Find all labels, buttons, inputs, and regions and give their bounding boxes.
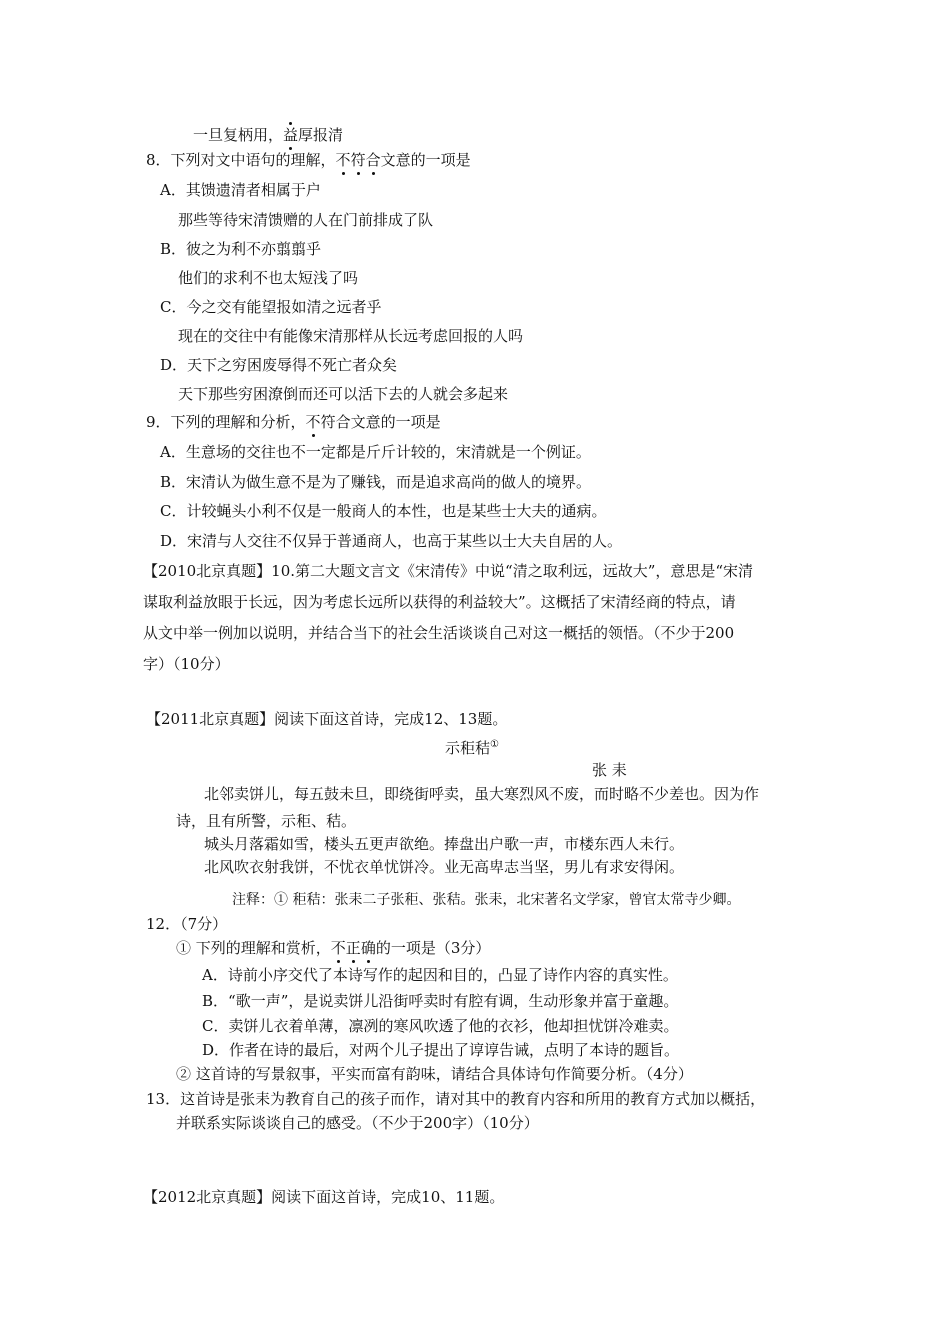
q9-option-a: A．生意场的交往也不一定都是斤斤计较的，宋清就是一个例证。 xyxy=(160,443,591,461)
poem-preface-line-2: 诗，且有所警，示秬、秸。 xyxy=(176,812,357,830)
footnote-marker: ① xyxy=(490,739,499,750)
q8-option-b-translation: 他们的求利不也太短浅了吗 xyxy=(178,269,359,287)
q12-sub1-stem: ① 下列的理解和赏析，不正确的一项是（3分） xyxy=(176,939,491,957)
poem-preface-line-1: 北邻卖饼儿，每五鼓未旦，即绕街呼卖，虽大寒烈风不废，而时略不少差也。因为作 xyxy=(204,785,760,803)
poem-verse-1: 城头月落霜如雪，楼头五更声欲绝。捧盘出户歌一声，市楼东西人未行。 xyxy=(204,835,685,853)
q8-stem: 8．下列对文中语句的理解，不符合文意的一项是 xyxy=(146,151,471,169)
emphasis-char: 正 xyxy=(345,939,361,957)
q8-option-c-translation: 现在的交往中有能像宋清那样从长远考虑回报的人吗 xyxy=(178,327,524,345)
q13-line-1: 13．这首诗是张耒为教育自己的孩子而作，请对其中的教育内容和所用的教育方式加以概括， xyxy=(146,1090,766,1108)
q12-option-d: D．作者在诗的最后，对两个儿子提出了谆谆告诫，点明了本诗的题旨。 xyxy=(202,1041,680,1059)
q8-option-c: C．今之交有能望报如清之远者乎 xyxy=(160,298,382,316)
q10-line-4: 字）（10分） xyxy=(143,655,230,673)
emphasis-char: 不 xyxy=(335,151,351,169)
section-2011-header: 【2011北京真题】阅读下面这首诗，完成12、13题。 xyxy=(146,710,508,728)
emphasis-char: 不 xyxy=(330,939,346,957)
q9-option-d: D．宋清与人交往不仅异于普通商人，也高于某些以士大夫自居的人。 xyxy=(160,532,623,550)
poem-author: 张 耒 xyxy=(592,761,627,779)
q8-option-a: A．其馈遗清者相属于户 xyxy=(160,181,321,199)
q10-line-1: 【2010北京真题】10.第二大题文言文《宋清传》中说“清之取利远，远故大”，意思是“宋清 xyxy=(143,562,754,580)
q12-head: 12．（7分） xyxy=(146,915,228,933)
section-2012-header: 【2012北京真题】阅读下面这首诗，完成10、11题。 xyxy=(143,1188,505,1206)
q12-option-c: C．卖饼儿衣着单薄，凛冽的寒风吹透了他的衣衫，他却担忧饼冷难卖。 xyxy=(202,1017,679,1035)
q8-option-a-translation: 那些等待宋清馈赠的人在门前排成了队 xyxy=(178,211,434,229)
q12-option-a: A．诗前小序交代了本诗写作的起因和目的，凸显了诗作内容的真实性。 xyxy=(202,966,678,984)
q10-line-2: 谋取利益放眼于长远，因为考虑长远所以获得的利益较大”。这概括了宋清经商的特点，请 xyxy=(143,593,736,611)
emphasis-char: 益 xyxy=(283,126,299,144)
q10-line-3: 从文中举一例加以说明，并结合当下的社会生活谈谈自己对这一概括的领悟。（不少于200 xyxy=(143,624,735,642)
q9-option-b: B．宋清认为做生意不是为了赚钱，而是追求高尚的做人的境界。 xyxy=(160,473,592,491)
q8-option-d-translation: 天下那些穷困潦倒而还可以活下去的人就会多起来 xyxy=(178,385,509,403)
emphasis-char: 符 xyxy=(350,151,366,169)
q12-option-b: B．“歌一声”，是说卖饼儿沿街呼卖时有腔有调，生动形象并富于童趣。 xyxy=(202,992,679,1010)
poem-annotation: 注释：① 秬秸：张耒二子张秬、张秸。张耒，北宋著名文学家，曾官太常寺少卿。 xyxy=(232,892,741,908)
emphasis-char: 确 xyxy=(360,939,376,957)
q8-option-d: D．天下之穷困废辱得不死亡者众矣 xyxy=(160,356,398,374)
q8-option-b: B．彼之为利不亦翦翦乎 xyxy=(160,240,322,258)
emphasis-char: 合 xyxy=(365,151,381,169)
q9-option-c: C．计较蝇头小利不仅是一般商人的本性，也是某些士大夫的通病。 xyxy=(160,502,607,520)
carryover-line: 一旦复柄用，益厚报清 xyxy=(193,126,344,144)
poem-verse-2: 北风吹衣射我饼，不忧衣单忧饼冷。业无高卑志当坚，男儿有求安得闲。 xyxy=(204,858,685,876)
poem-title: 示秬秸① xyxy=(445,739,499,757)
q13-line-2: 并联系实际谈谈自己的感受。（不少于200字）（10分） xyxy=(176,1114,539,1132)
q12-sub2: ② 这首诗的写景叙事，平实而富有韵味，请结合具体诗句作简要分析。（4分） xyxy=(176,1065,693,1083)
emphasis-char: 不 xyxy=(305,413,321,431)
q9-stem: 9．下列的理解和分析，不符合文意的一项是 xyxy=(146,413,441,431)
